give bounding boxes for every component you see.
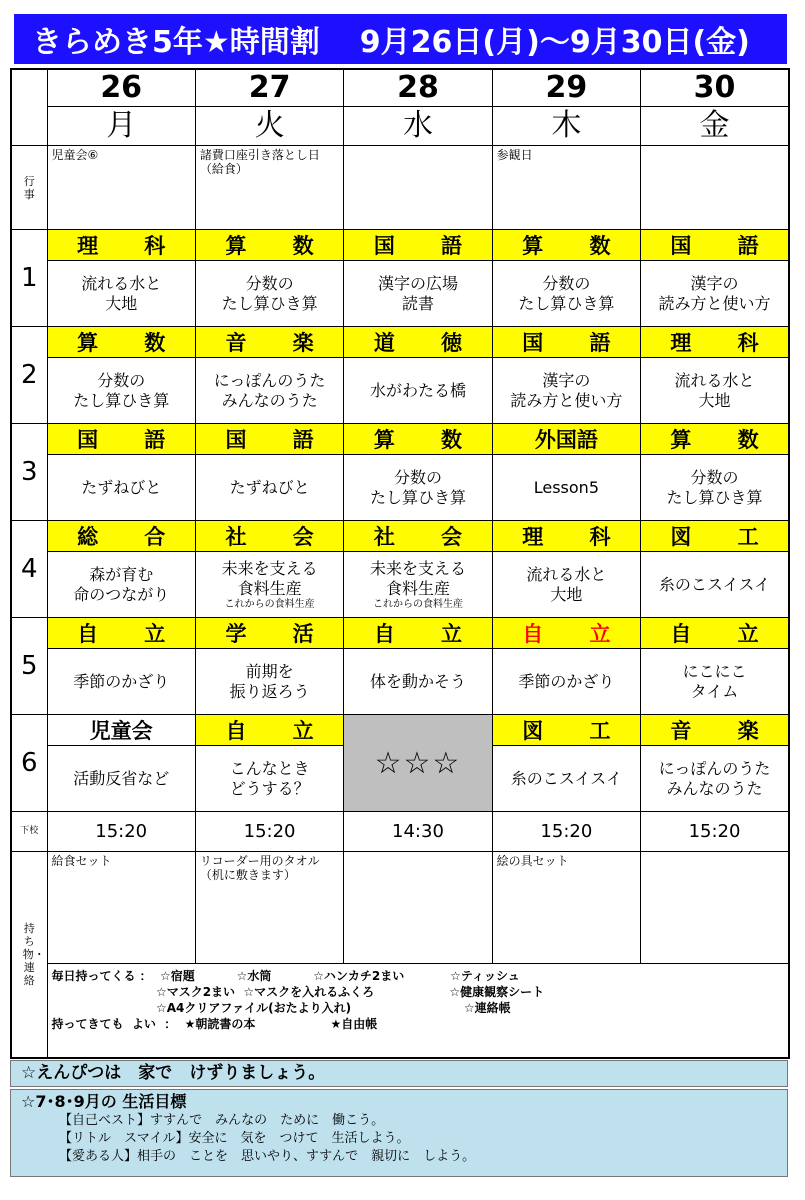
lesson-content: たずねびと: [195, 455, 343, 521]
note-line: 持ってきても よい ： ★朝読書の本 ★自由帳: [51, 1017, 378, 1031]
lesson-content: 水がわたる橋: [344, 358, 492, 424]
belongings-cell: リコーダー用のタオル （机に敷きます）: [195, 852, 343, 964]
lesson-content: 漢字の広場 読書: [344, 261, 492, 327]
subject-cell: 国 語: [492, 327, 640, 358]
note-line: 毎日持ってくる ： ☆宿題 ☆水筒 ☆ハンカチ2まい ☆ティッシュ: [51, 969, 520, 983]
lesson-content: 分数の たし算ひき算: [195, 261, 343, 327]
lesson-content: 流れる水と 大地: [492, 552, 640, 618]
lesson-content: 流れる水と 大地: [47, 261, 195, 327]
no-class-cell: ☆☆☆: [344, 715, 492, 812]
life-goals: [10, 1089, 788, 1177]
notes-row: [11, 964, 789, 1058]
day-number-row: [11, 69, 789, 107]
period-subject-row: [11, 424, 789, 455]
page-title: きらめき5年★時間割: [32, 25, 320, 60]
subject-cell: 理 科: [47, 230, 195, 261]
lesson-content: 漢字の 読み方と使い方: [492, 358, 640, 424]
period-label: 4: [11, 521, 47, 618]
period-subject-row: [11, 521, 789, 552]
subject-cell: 理 科: [641, 327, 789, 358]
period-content-row: [11, 261, 789, 327]
dismissal-row: [11, 812, 789, 852]
subject-cell: 理 科: [492, 521, 640, 552]
subject-cell: 算 数: [641, 424, 789, 455]
lesson-content: 未来を支える 食料生産 これからの食料生産: [344, 552, 492, 618]
lesson-subtitle: これからの食料生産: [224, 598, 315, 610]
lesson-content: 漢字の 読み方と使い方: [641, 261, 789, 327]
dismissal-label: 下校: [11, 812, 47, 852]
subject-cell: 音 楽: [195, 327, 343, 358]
subject-cell: 音 楽: [641, 715, 789, 746]
lesson-content: 体を動かそう: [344, 649, 492, 715]
period-subject-row: [11, 230, 789, 261]
day-number: 28: [344, 69, 492, 107]
lesson-subtitle: これからの食料生産: [372, 598, 463, 610]
subject-cell: 社 会: [344, 521, 492, 552]
belongings-cell: [641, 852, 789, 964]
weekday: 火: [195, 107, 343, 146]
belongings-cell: 給食セット: [47, 852, 195, 964]
subject-cell: 自 立: [195, 715, 343, 746]
event-cell: 児童会⑥: [47, 146, 195, 230]
subject-cell: 自 立: [344, 618, 492, 649]
weekday: 水: [344, 107, 492, 146]
day-number: 30: [641, 69, 789, 107]
lesson-content: 糸のこスイスイ: [492, 746, 640, 812]
weekday: 木: [492, 107, 640, 146]
period-content-row: [11, 552, 789, 618]
subject-cell: 算 数: [47, 327, 195, 358]
weekday-row: [11, 107, 789, 146]
lesson-content: こんなとき どうする？: [195, 746, 343, 812]
period-content-row: [11, 358, 789, 424]
note-line: ☆マスク2まい ☆マスクを入れるふくろ ☆健康観察シート: [51, 985, 545, 999]
belongings-row: [11, 852, 789, 964]
lesson-content: 糸のこスイスイ: [641, 552, 789, 618]
subject-cell: 総 合: [47, 521, 195, 552]
period-content-row: [11, 649, 789, 715]
weekday: 金: [641, 107, 789, 146]
subject-cell: 図 工: [641, 521, 789, 552]
event-cell: 参観日: [492, 146, 640, 230]
events-label: 行事: [11, 146, 47, 230]
period-content-row: [11, 455, 789, 521]
lesson-content: たずねびと: [47, 455, 195, 521]
lesson-content: にっぽんのうた みんなのうた: [641, 746, 789, 812]
subject-cell: 国 語: [641, 230, 789, 261]
page-header: [14, 14, 787, 64]
lesson-content: 分数の たし算ひき算: [344, 455, 492, 521]
lesson-content: 前期を 振り返ろう: [195, 649, 343, 715]
lesson-content: 分数の たし算ひき算: [492, 261, 640, 327]
corner-cell: [11, 69, 47, 146]
goal-line: 【リトル スマイル】安全に 気を つけて 生活しよう。: [59, 1131, 410, 1146]
weekday: 月: [47, 107, 195, 146]
subject-cell: 算 数: [492, 230, 640, 261]
lesson-content: にっぽんのうた みんなのうた: [195, 358, 343, 424]
belongings-cell: 絵の具セット: [492, 852, 640, 964]
event-cell: 諸費口座引き落とし日 （給食）: [195, 146, 343, 230]
subject-cell: 算 数: [344, 424, 492, 455]
dismissal-time: 15:20: [47, 812, 195, 852]
lesson-content: 分数の たし算ひき算: [641, 455, 789, 521]
subject-cell: 算 数: [195, 230, 343, 261]
period-label: 5: [11, 618, 47, 715]
note-line: ☆A4クリアファイル(おたより入れ) ☆連絡帳: [51, 1001, 511, 1015]
day-number: 27: [195, 69, 343, 107]
period-subject-row: [11, 327, 789, 358]
lesson-content: 季節のかざり: [492, 649, 640, 715]
subject-cell: 自 立: [492, 618, 640, 649]
lesson-content: 活動反省など: [47, 746, 195, 812]
events-row: [11, 146, 789, 230]
period-label: 2: [11, 327, 47, 424]
subject-cell: 外国語: [492, 424, 640, 455]
lesson-content: 分数の たし算ひき算: [47, 358, 195, 424]
date-range: 9月26日(月)〜9月30日(金): [359, 25, 750, 60]
lesson-content: 未来を支える 食料生産 これからの食料生産: [195, 552, 343, 618]
period-label: 3: [11, 424, 47, 521]
subject-cell: 国 語: [195, 424, 343, 455]
belongings-cell: [344, 852, 492, 964]
lesson-content: 流れる水と 大地: [641, 358, 789, 424]
dismissal-time: 15:20: [641, 812, 789, 852]
belongings-label: 持ち物・連絡: [11, 852, 47, 1058]
lesson-content: にこにこ タイム: [641, 649, 789, 715]
lesson-content: Lesson5: [492, 455, 640, 521]
subject-cell: 自 立: [47, 618, 195, 649]
subject-cell: 学 活: [195, 618, 343, 649]
period-label: 6: [11, 715, 47, 812]
goal-line: 【愛ある人】相手の ことを 思いやり、すすんで 親切に しよう。: [59, 1149, 476, 1164]
period-subject-row: [11, 715, 789, 746]
day-number: 26: [47, 69, 195, 107]
subject-cell: 国 語: [47, 424, 195, 455]
period-label: 1: [11, 230, 47, 327]
timetable: [10, 68, 790, 1059]
dismissal-time: 15:20: [195, 812, 343, 852]
event-cell: [344, 146, 492, 230]
event-cell: [641, 146, 789, 230]
subject-cell: 道 徳: [344, 327, 492, 358]
lesson-content: 季節のかざり: [47, 649, 195, 715]
subject-cell: 社 会: [195, 521, 343, 552]
subject-cell: 国 語: [344, 230, 492, 261]
day-number: 29: [492, 69, 640, 107]
subject-cell: 図 工: [492, 715, 640, 746]
subject-cell: 児童会: [47, 715, 195, 746]
dismissal-time: 15:20: [492, 812, 640, 852]
dismissal-time: 14:30: [344, 812, 492, 852]
period-subject-row: [11, 618, 789, 649]
lesson-content: 森が育む 命のつながり: [47, 552, 195, 618]
daily-items-notes: [47, 964, 789, 1058]
goals-title: ☆7･8･9月の 生活目標: [21, 1092, 187, 1111]
subject-cell: 自 立: [641, 618, 789, 649]
pencil-note: ☆えんぴつは 家で けずりましょう。: [10, 1060, 788, 1087]
goal-line: 【自己ベスト】すすんで みんなの ために 働こう。: [59, 1113, 385, 1128]
